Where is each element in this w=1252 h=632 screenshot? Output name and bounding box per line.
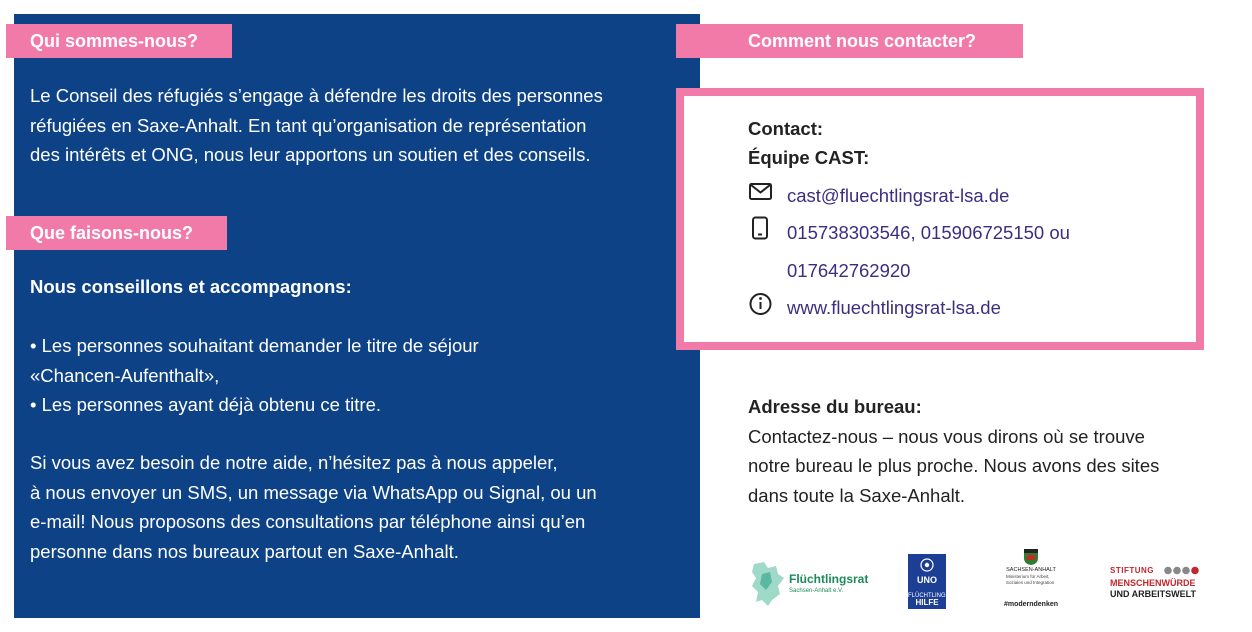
ministry-name: Ministerium für Arbeit, Soziales und Integration	[1006, 574, 1055, 585]
intro-line: réfugiées en Saxe-Anhalt. En tant qu’organisation de représentation	[30, 114, 587, 136]
help-line: Si vous avez besoin de notre aide, n’hésitez pas à nous appeler,	[30, 452, 558, 473]
stiftung-line3: UND ARBEITSWELT	[1110, 589, 1196, 599]
team-label: Équipe CAST:	[748, 147, 870, 168]
phone-numbers	[787, 214, 1070, 289]
list-item: • Les personnes ayant déjà obtenu ce titre.	[30, 394, 382, 415]
help-paragraph	[30, 448, 597, 566]
address-line: notre bureau le plus proche. Nous avons des sites	[748, 455, 1160, 476]
envelope-icon	[748, 179, 774, 203]
partner-logos	[748, 548, 1204, 612]
service-list	[30, 331, 479, 420]
advise-heading: Nous conseillons et accompagnons:	[30, 276, 352, 297]
what-we-do-heading: Que faisons-nous?	[6, 216, 227, 250]
address-line: Contactez-nous – nous vous dirons où se trouve	[748, 425, 1145, 447]
uno-line3: HILFE	[915, 598, 939, 607]
fluechtlingsrat-logo	[748, 560, 869, 611]
email-link[interactable]: cast@fluechtlingsrat-lsa.de	[787, 185, 1010, 206]
uno-line1: UNO	[917, 575, 937, 585]
contact-labels	[748, 114, 869, 172]
stiftung-line1: STIFTUNG	[1110, 566, 1154, 575]
fluechtlingsrat-name: Flüchtlingsrat	[789, 572, 869, 586]
fluechtlingsrat-subtitle: Sachsen-Anhalt e.V.	[789, 588, 844, 594]
phone-link[interactable]: 015738303546, 015906725150 ou	[787, 222, 1070, 243]
intro-line: des intérêts et ONG, nous leur apportons un soutien et des conseils.	[30, 144, 591, 165]
uno-line2: FLÜCHTLINGS	[908, 593, 950, 599]
contact-us-heading: Comment nous contacter?	[676, 24, 1023, 58]
coat-of-arms-icon	[1023, 548, 1039, 566]
stiftung-logo	[1110, 566, 1204, 606]
stiftung-line2: MENSCHENWÜRDE	[1110, 578, 1196, 588]
who-are-we-heading: Qui sommes-nous?	[6, 24, 232, 58]
help-line: e-mail! Nous proposons des consultations par téléphone ainsi qu’en	[30, 511, 586, 532]
sachsen-anhalt-name: SACHSEN-ANHALT	[1006, 567, 1056, 573]
address-line: dans toute la Saxe-Anhalt.	[748, 484, 966, 506]
uno-emblem-icon	[920, 558, 934, 572]
website-link[interactable]: www.fluechtlingsrat-lsa.de	[787, 297, 1001, 318]
help-line: personne dans nos bureaux partout en Saxe-Anhalt.	[30, 540, 459, 562]
phone-link[interactable]: 017642762920	[787, 259, 911, 281]
help-line: à nous envoyer un SMS, un message via WhatsApp ou Signal, ou un	[30, 481, 597, 503]
intro-paragraph	[30, 81, 603, 170]
intro-line: Le Conseil des réfugiés s’engage à défendre les droits des personnes	[30, 85, 603, 106]
address-block	[748, 392, 1159, 510]
address-heading: Adresse du bureau:	[748, 396, 922, 417]
fluechtlingsrat-map-icon	[748, 560, 788, 606]
list-item: «Chancen-Aufenthalt»,	[30, 364, 220, 386]
moderndenken-tag: #moderndenken	[1003, 601, 1059, 608]
sachsen-anhalt-logo	[996, 548, 1066, 612]
info-icon	[748, 291, 774, 315]
contact-label: Contact:	[748, 118, 824, 139]
stiftung-dots-icon	[1164, 566, 1204, 575]
uno-fluechtlingshilfe-logo	[908, 554, 950, 609]
mobile-phone-icon	[748, 216, 774, 240]
list-item: • Les personnes souhaitant demander le titre de séjour	[30, 335, 479, 356]
